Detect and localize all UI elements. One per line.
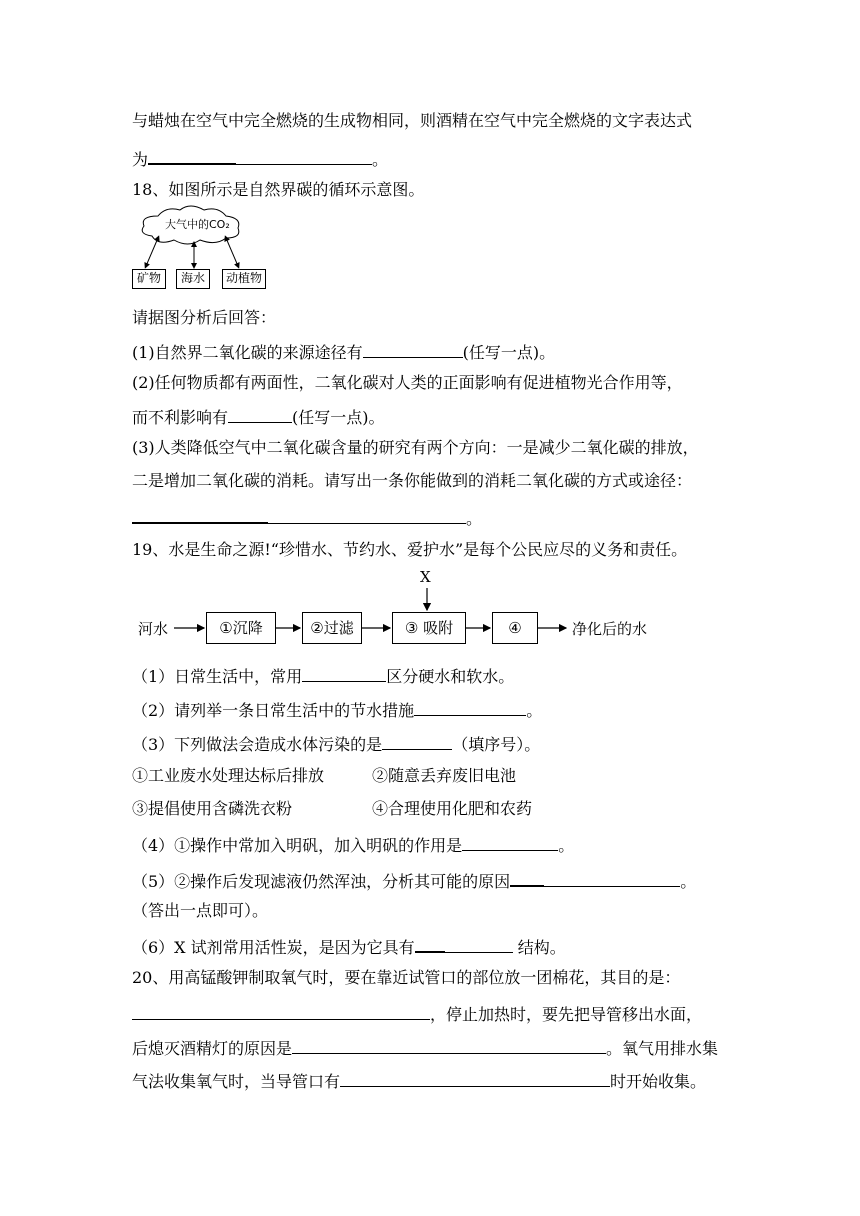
q19-p4-text: （4）①操作中常加入明矾，加入明矾的作用是	[132, 836, 463, 855]
mineral-box: 矿物	[132, 269, 166, 289]
q19-p5-blank-a[interactable]	[510, 868, 544, 887]
flow-step-sedimentation: ①沉降	[206, 612, 276, 644]
flow-step-4: ④	[492, 612, 538, 644]
q18-p3-tail: 。	[466, 509, 483, 528]
q20-line4-text: 气法收集氧气时，当导管口有	[132, 1072, 341, 1091]
q17-line-1: 与蜡烛在空气中完全燃烧的生成物相同，则酒精在空气中完全燃烧的文字表达式	[132, 111, 693, 130]
q18-p1-blank[interactable]	[363, 340, 463, 358]
q17-prefix: 为	[132, 150, 149, 169]
q18-part-2-line-1: (2)任何物质都有两面性，二氧化碳对人类的正面影响有促进植物光合作用等，	[132, 373, 683, 392]
q19-part-5-note: （答出一点即可）。	[132, 901, 269, 920]
q19-p6-blank-b[interactable]	[445, 935, 513, 953]
flow-end-label: 净化后的水	[572, 620, 648, 638]
q19-option-4: ④合理使用化肥和农药	[372, 799, 533, 818]
q19-p3-text: （3）下列做法会造成水体污染的是	[132, 735, 383, 754]
q19-part-3	[132, 732, 540, 755]
q20-blank-3[interactable]	[340, 1069, 610, 1087]
q19-p1-blank[interactable]	[302, 664, 386, 682]
q19-p5-tail: 。	[680, 872, 697, 891]
q18-p3-blank-b[interactable]	[268, 506, 466, 524]
q19-option-1: ①工业废水处理达标后排放	[132, 766, 325, 785]
q20-line-2	[132, 1002, 702, 1025]
q19-p1-tail: 区分硬水和软水。	[386, 667, 515, 686]
q20-line-3	[132, 1036, 718, 1059]
q19-part-1	[132, 664, 514, 687]
q19-p6-text: （6）X 试剂常用活性炭，是因为它具有	[132, 938, 415, 957]
q20-blank-2[interactable]	[292, 1036, 606, 1054]
q19-part-2	[132, 698, 542, 721]
q19-p4-tail: 。	[558, 836, 575, 855]
q17-answer-blank-a[interactable]	[148, 146, 236, 165]
q17-answer-blank-b[interactable]	[236, 147, 372, 165]
q18-title: 18、如图所示是自然界碳的循环示意图。	[132, 180, 425, 199]
q19-p2-tail: 。	[526, 701, 543, 720]
q19-part-6	[132, 934, 566, 958]
q20-line4-tail: 时开始收集。	[610, 1072, 707, 1091]
arrow-cloud-organisms	[226, 238, 238, 266]
q19-option-3: ③提倡使用含磷洗衣粉	[132, 799, 293, 818]
q20-line3-tail: 。氧气用排水集	[606, 1039, 719, 1058]
q18-part-2-line-2	[132, 405, 385, 428]
q18-part-3-line-1: (3)人类降低空气中二氧化碳含量的研究有两个方向：一是减少二氧化碳的排放，	[132, 438, 699, 457]
seawater-box: 海水	[176, 269, 210, 289]
q19-p6-tail: 结构。	[512, 938, 566, 957]
q18-p1-text: (1)自然界二氧化碳的来源途径有	[132, 343, 363, 362]
q19-p5-blank-b[interactable]	[544, 869, 680, 887]
flow-reagent-x-label: X	[420, 568, 431, 586]
q19-p2-text: （2）请列举一条日常生活中的节水措施	[132, 701, 415, 720]
q17-suffix: 。	[372, 150, 389, 169]
q20-line-1: 20、用高锰酸钾制取氧气时，要在靠近试管口的部位放一团棉花，其目的是：	[132, 968, 681, 987]
q18-part-3-line-2: 二是增加二氧化碳的消耗。请写出一条你能做到的消耗二氧化碳的方式或途径：	[132, 471, 693, 490]
atmosphere-co2-label: 大气中的CO₂	[165, 218, 230, 231]
q19-part-5	[132, 868, 696, 892]
q18-p2-text: 而不利影响有	[132, 408, 229, 427]
q18-p2-blank[interactable]	[228, 405, 292, 423]
q18-p1-tail: (任写一点)。	[462, 343, 556, 362]
q19-p4-blank[interactable]	[462, 833, 558, 851]
q19-title: 19、水是生命之源!“珍惜水、节约水、爱护水”是每个公民应尽的义务和责任。	[132, 540, 688, 559]
flow-step-filtration: ②过滤	[302, 612, 362, 644]
flow-start-label: 河水	[138, 620, 169, 638]
q19-part-4	[132, 833, 574, 856]
flow-step-adsorption: ③ 吸附	[392, 612, 466, 644]
q20-line-4	[132, 1069, 706, 1092]
q19-p5-text: （5）②操作后发现滤液仍然浑浊，分析其可能的原因	[132, 872, 511, 891]
q18-p2-tail: (任写一点)。	[292, 408, 385, 427]
q20-line3-text: 后熄灭酒精灯的原因是	[132, 1039, 293, 1058]
q19-p1-text: （1）日常生活中，常用	[132, 667, 303, 686]
q19-p6-blank-a[interactable]	[415, 934, 445, 953]
q17-line-2	[132, 146, 388, 170]
q19-option-2: ②随意丢弃废旧电池	[372, 766, 517, 785]
q20-line2-tail: ，停止加热时，要先把导管移出水面，	[430, 1005, 703, 1024]
q19-p3-tail: （填序号）。	[452, 735, 541, 754]
q20-blank-1[interactable]	[132, 1002, 430, 1020]
q18-p3-blank-a[interactable]	[132, 505, 268, 524]
arrow-cloud-mineral	[146, 238, 158, 266]
q19-p2-blank[interactable]	[414, 698, 526, 716]
q18-intro: 请据图分析后回答：	[132, 308, 277, 327]
organisms-box: 动植物	[222, 269, 266, 289]
q18-part-3-line-3	[132, 505, 482, 529]
q19-p3-blank[interactable]	[382, 732, 452, 750]
q18-part-1	[132, 340, 555, 363]
